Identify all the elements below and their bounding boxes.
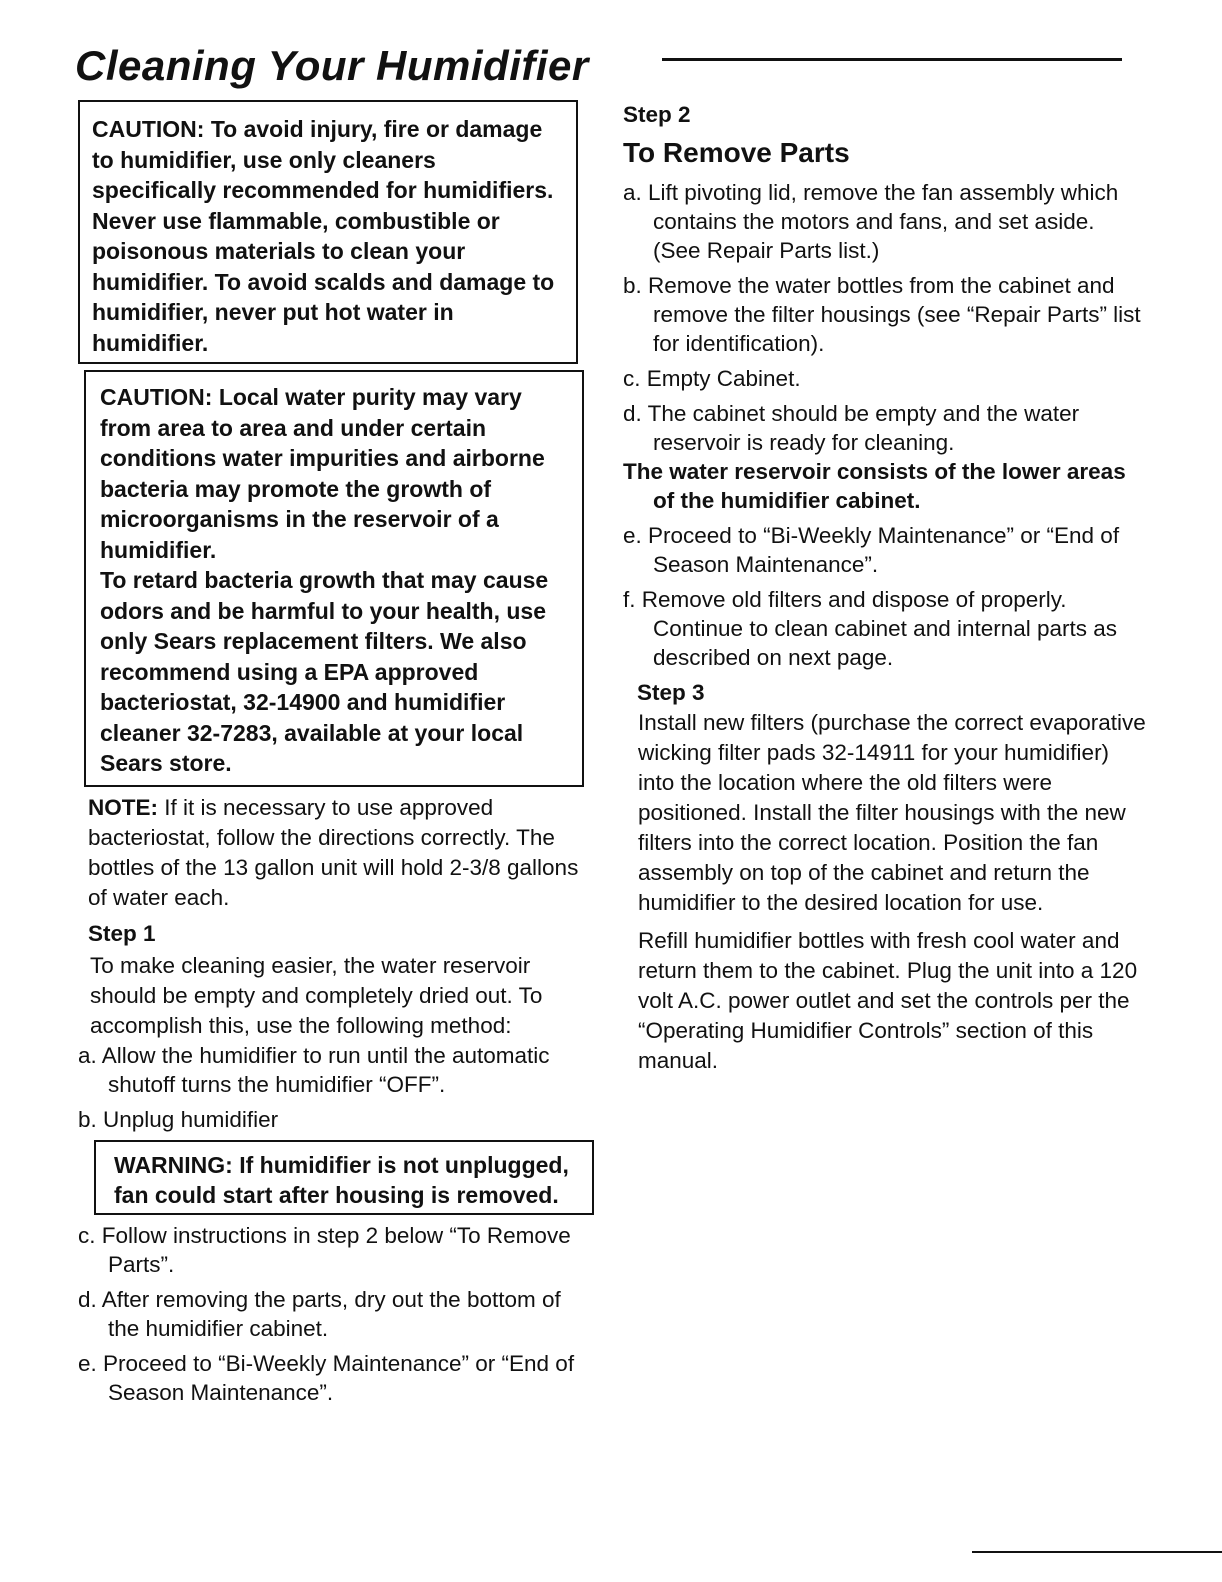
item-d-bold-text: The water reservoir consists of the lower areas of the humidifier cabinet. xyxy=(623,459,1126,513)
list-item: f. Remove old filters and dispose of properly. Continue to clean cabinet and internal parts as described on next page. xyxy=(623,587,1118,670)
caution-safety-text: CAUTION: To avoid injury, fire or damage to humidifier, use only cleaners specifically recommended for humidifiers. Never use flammable, combustible or poisonous materials to clean your humidifier. To avoid scalds and damage to humidifier, never put hot water in humidifier. xyxy=(92,116,555,356)
step2-list xyxy=(623,178,1143,672)
warning-text: WARNING: If humidifier is not unplugged, fan could start after housing is removed. xyxy=(114,1151,569,1208)
caution-water-purity-text: CAUTION: Local water purity may vary from area to area and under certain conditions water impurities and airborne bacteria may promote the growth of microorganisms in the reservoir of a humidifier. xyxy=(100,384,545,563)
warning-box xyxy=(94,1140,594,1215)
note-paragraph xyxy=(88,793,588,913)
list-item: c. Follow instructions in step 2 below “To Remove Parts”. xyxy=(78,1222,571,1277)
step3-text: Install new filters (purchase the correct evaporative wicking filter pads 32-14911 for your humidifier) into the location where the old filters were positioned. Install the filter housings with the new filters into the correct location. Position the fan assembly on top of the cabinet and return the humidifier to the desired location for use. xyxy=(638,710,1146,915)
caution-box-water-purity xyxy=(84,370,584,787)
list-item: c. Empty Cabinet. xyxy=(623,366,801,391)
note-label: NOTE: xyxy=(88,794,158,820)
step2-heading: To Remove Parts xyxy=(623,137,850,168)
list-item: a. Allow the humidifier to run until the automatic shutoff turns the humidifier “OFF”. xyxy=(78,1042,550,1097)
step1-list xyxy=(78,1041,578,1134)
list-item: e. Proceed to “Bi-Weekly Maintenance” or “End of Season Maintenance”. xyxy=(78,1350,575,1405)
list-item: a. Lift pivoting lid, remove the fan assembly which contains the motors and fans, and set aside. (See Repair Parts list.) xyxy=(623,180,1119,263)
item-d-text: d. The cabinet should be empty and the water reservoir is ready for cleaning. xyxy=(623,401,1080,455)
list-item: b. Remove the water bottles from the cabinet and remove the filter housings (see “Repair Parts” list for identification). xyxy=(623,273,1141,356)
caution-bacteria-text: To retard bacteria growth that may cause odors and be harmful to your health, use only Sears replacement filters. We also recommend using a EPA approved bacteriostat, 32-14900 and humidifier cleaner 32-7283, available at your local Sears store. xyxy=(100,567,549,776)
step1-list-continued xyxy=(78,1221,578,1407)
note-text: If it is necessary to use approved bacteriostat, follow the directions correctly. The bottles of the 13 gallon unit will hold 2-3/8 gallons of water each. xyxy=(88,794,579,910)
list-item: b. Unplug humidifier xyxy=(78,1106,279,1132)
step1-heading: Step 1 xyxy=(88,920,156,946)
caution-box-safety xyxy=(78,100,578,364)
step2-label: Step 2 xyxy=(623,102,691,127)
footer-rule xyxy=(972,1551,1222,1553)
list-item-d xyxy=(623,399,1143,515)
step3-heading: Step 3 xyxy=(637,680,705,705)
title-rule xyxy=(662,58,1122,61)
page-title: Cleaning Your Humidifier xyxy=(75,42,589,89)
right-column xyxy=(623,100,1153,1076)
left-column xyxy=(78,100,598,1413)
list-item: e. Proceed to “Bi-Weekly Maintenance” or “End of Season Maintenance”. xyxy=(623,523,1120,577)
step1-text: To make cleaning easier, the water reservoir should be empty and completely dried out. To accomplish this, use the following method: xyxy=(90,952,543,1038)
list-item: d. After removing the parts, dry out the bottom of the humidifier cabinet. xyxy=(78,1286,561,1341)
step3-refill-text: Refill humidifier bottles with fresh cool water and return them to the cabinet. Plug the unit into a 120 volt A.C. power outlet and set the controls per the “Operating Humidifier Controls” section of this manual. xyxy=(638,928,1138,1073)
